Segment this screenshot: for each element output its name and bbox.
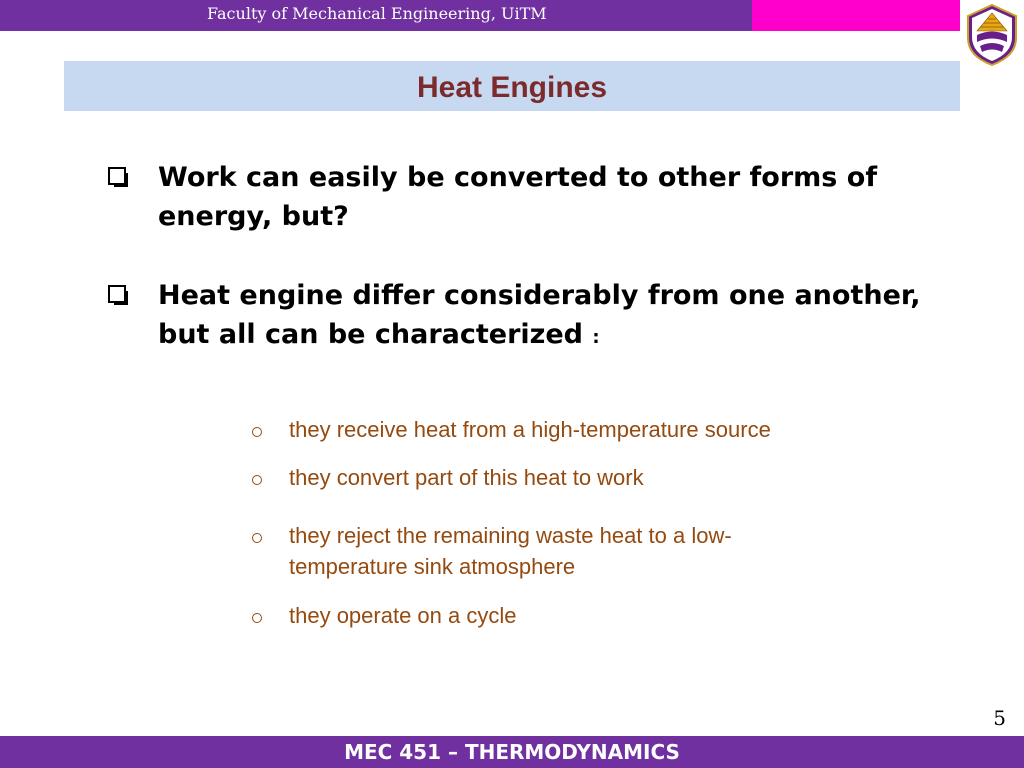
bullet-colon: : bbox=[592, 327, 600, 348]
header-accent-strip bbox=[752, 0, 960, 31]
circle-bullet-icon bbox=[252, 533, 262, 543]
bullet-text: Heat engine differ considerably from one another, but all can be characterized bbox=[158, 280, 921, 350]
page-number: 5 bbox=[993, 706, 1006, 730]
uitm-crest-icon bbox=[966, 4, 1018, 66]
bullet-item bbox=[108, 276, 948, 357]
circle-bullet-icon bbox=[252, 613, 262, 623]
sub-bullet-text: they receive heat from a high-temperature source bbox=[289, 417, 771, 442]
course-title: MEC 451 – THERMODYNAMICS bbox=[344, 740, 680, 764]
checkbox-bullet-icon bbox=[108, 167, 126, 185]
sub-bullet-list bbox=[250, 414, 810, 631]
header-bar bbox=[0, 0, 752, 31]
circle-bullet-icon bbox=[252, 427, 262, 437]
bullet-item bbox=[108, 158, 948, 236]
sub-bullet-text: they operate on a cycle bbox=[289, 603, 517, 628]
bullet-list bbox=[108, 158, 948, 397]
sub-bullet-item bbox=[250, 462, 810, 493]
footer-bar bbox=[0, 736, 1024, 768]
checkbox-bullet-icon bbox=[108, 285, 126, 303]
slide-title: Heat Engines bbox=[416, 71, 608, 104]
sub-bullet-text: they reject the remaining waste heat to a low-temperature sink atmosphere bbox=[289, 523, 732, 579]
sub-bullet-item bbox=[250, 600, 810, 631]
faculty-name: Faculty of Mechanical Engineering, UiTM bbox=[207, 4, 547, 23]
circle-bullet-icon bbox=[252, 475, 262, 485]
sub-bullet-item bbox=[250, 414, 810, 445]
title-banner bbox=[64, 61, 960, 111]
bullet-text: Work can easily be converted to other forms of energy, but? bbox=[158, 162, 878, 232]
sub-bullet-item bbox=[250, 520, 810, 582]
sub-bullet-text: they convert part of this heat to work bbox=[289, 465, 644, 490]
